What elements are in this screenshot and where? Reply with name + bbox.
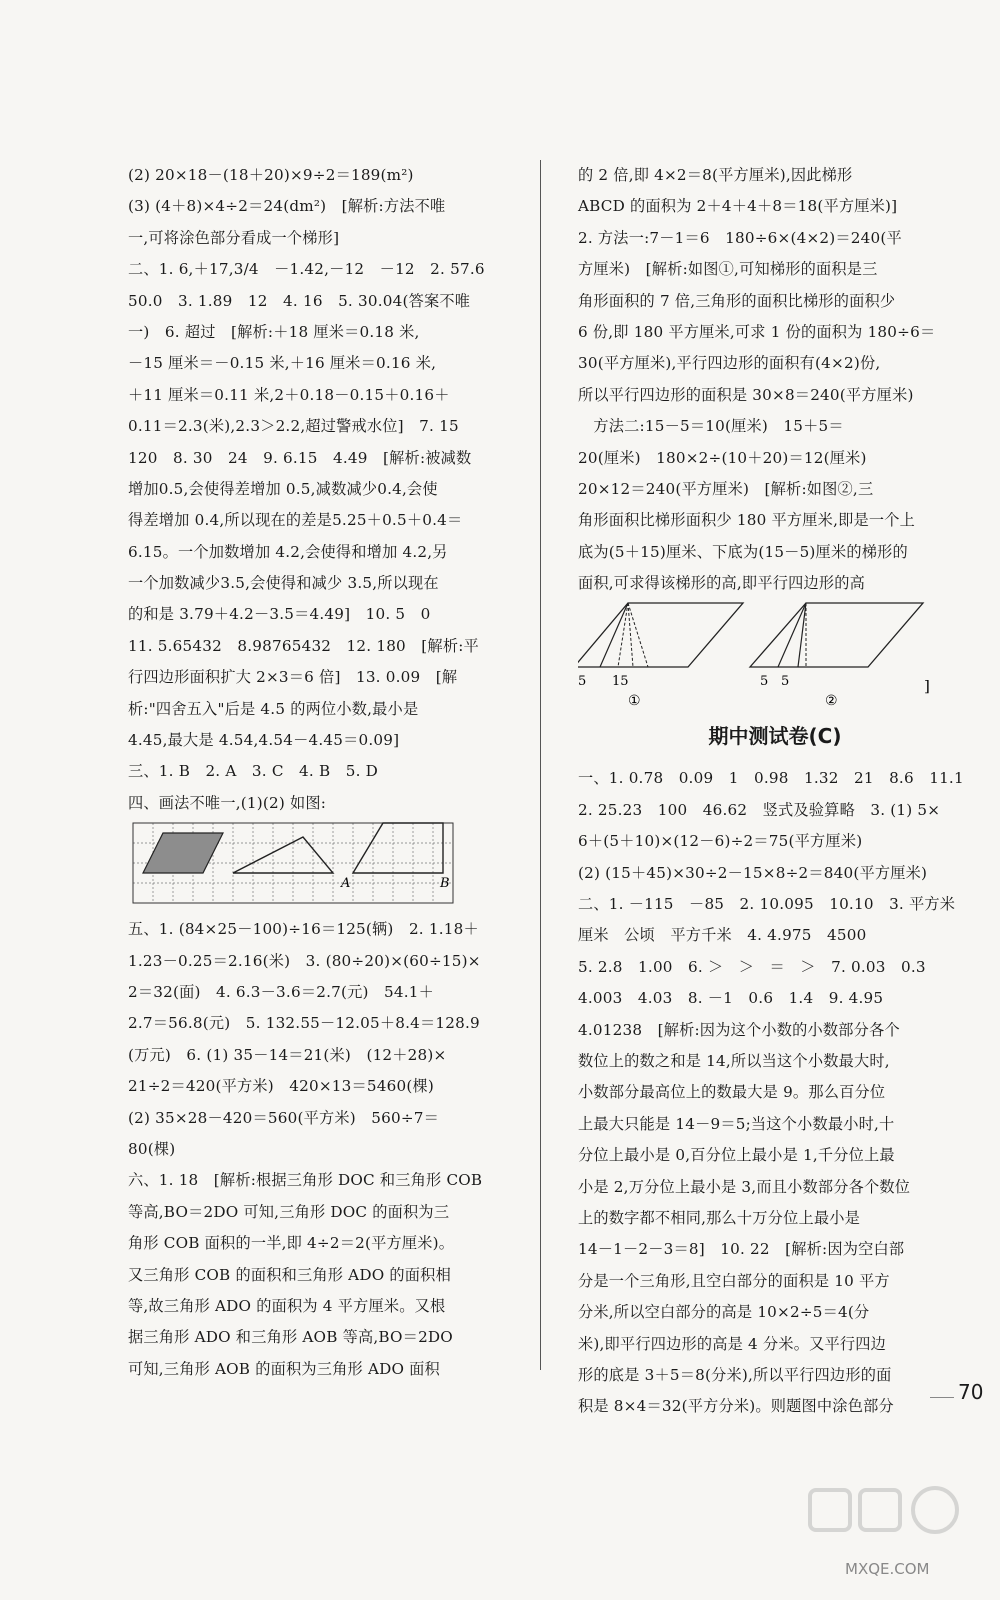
text-line: 0.11＝2.3(米),2.3＞2.2,超过警戒水位] 7. 15 [128,417,459,436]
right-column [578,160,972,1423]
text-line: 2. 25.23 100 46.62 竖式及验算略 3. (1) 5× [578,800,941,819]
text-line: 80(棵) [128,1139,176,1158]
text-line: 5. 2.8 1.00 6. ＞ ＞ ＝ ＞ 7. 0.03 0.3 [578,957,926,976]
text-line: 上的数字都不相同,那么十万分位上最小是 [578,1208,861,1227]
text-line: 析:"四舍五入"后是 4.5 的两位小数,最小是 [128,699,419,718]
page-number: 70 [958,1380,984,1404]
parallelogram-drawing [578,599,972,709]
point-b-label: B [440,876,450,892]
text-line: 方法二:15－5＝10(厘米) 15＋5＝ [578,417,844,436]
text-line: 一个加数减少3.5,会使得和减少 3.5,所以现在 [128,574,439,593]
text-line: (2) (15＋45)×30÷2－15×8÷2＝840(平方厘米) [578,863,928,882]
left-column [128,160,513,1385]
text-line: 二、1. 6,＋17,3/4 －1.42,－12 －12 2. 57.6 [128,260,485,279]
fig2-label-5a: 5 [760,674,769,690]
text-line: 角形 COB 面积的一半,即 4÷2＝2(平方厘米)。 [128,1234,455,1253]
text-line: (2) 20×18－(18＋20)×9÷2＝189(m²) [128,166,414,184]
text-line: 又三角形 COB 的面积和三角形 ADO 的面积相 [128,1265,451,1284]
parallelogram-figures [578,599,972,709]
fig2-label-5b: 5 [781,674,790,690]
text-line: 三、1. B 2. A 3. C 4. B 5. D [128,762,379,781]
text-line: 积是 8×4＝32(平方分米)。则题图中涂色部分 [578,1397,894,1416]
text-line: 所以平行四边形的面积是 30×8＝240(平方厘米) [578,385,914,404]
text-line: 四、画法不唯一,(1)(2) 如图: [128,793,327,812]
text-line: 4.003 4.03 8. －1 0.6 1.4 9. 4.95 [578,989,884,1008]
text-line: 一) 6. 超过 [解析:＋18 厘米＝0.18 米, [128,322,420,341]
watermark-text: MXQE.COM [845,1560,930,1578]
fig2-number: ② [825,693,838,710]
text-line: 小是 2,万分位上最小是 3,而且小数部分各个数位 [578,1177,911,1196]
text-line: 分位上最小是 0,百分位上最小是 1,千分位上最 [578,1146,895,1165]
watermark-icon [800,1480,980,1560]
grid-figure [128,819,513,914]
fig1-label-5: 5 [578,674,587,690]
text-line: 20(厘米) 180×2÷(10＋20)＝12(厘米) [578,448,867,467]
text-line: 增加0.5,会使得差增加 0.5,减数减少0.4,会使 [128,479,438,498]
text-line: 21÷2＝420(平方米) 420×13＝5460(棵) [128,1077,435,1096]
page-number-rule [930,1397,954,1398]
text-line: 底为(5＋15)厘米、下底为(15－5)厘米的梯形的 [578,542,908,561]
text-line: 1.23－0.25＝2.16(米) 3. (80÷20)×(60÷15)× [128,951,481,970]
text-line: 角形面积的 7 倍,三角形的面积比梯形的面积少 [578,291,896,310]
text-line: 二、1. －115 －85 2. 10.095 10.10 3. 平方米 [578,895,956,914]
text-line: 6＋(5＋10)×(12－6)÷2＝75(平方厘米) [578,832,863,851]
point-a-label: A [341,876,351,892]
text-line: 方厘米) [解析:如图①,可知梯形的面积是三 [578,260,878,279]
text-line: 的 2 倍,即 4×2＝8(平方厘米),因此梯形 [578,166,853,184]
text-line: 数位上的数之和是 14,所以当这个小数最大时, [578,1051,890,1070]
text-line: 6.15。一个加数增加 4.2,会使得和增加 4.2,另 [128,542,448,561]
text-line: 可知,三角形 AOB 的面积为三角形 ADO 面积 [128,1359,440,1378]
text-line: 等,故三角形 ADO 的面积为 4 平方厘米。又根 [128,1296,446,1315]
text-line: 20×12＝240(平方厘米) [解析:如图②,三 [578,479,874,498]
text-line: 等高,BO＝2DO 可知,三角形 DOC 的面积为三 [128,1202,450,1221]
text-line: 4.01238 [解析:因为这个小数的小数部分各个 [578,1020,900,1039]
text-line: 面积,可求得该梯形的高,即平行四边形的高 [578,574,866,593]
fig1-number: ① [628,693,641,710]
text-line: 分是一个三角形,且空白部分的面积是 10 平方 [578,1271,890,1290]
text-line: 120 8. 30 24 9. 6.15 4.49 [解析:被减数 [128,448,472,467]
grid-drawing [128,819,458,909]
closing-bracket: ] [924,677,930,696]
column-divider [540,160,541,1370]
text-line: ABCD 的面积为 2＋4＋4＋8＝18(平方厘米)] [578,197,898,216]
text-line: 一、1. 0.78 0.09 1 0.98 1.32 21 8.6 11.1 [578,769,964,788]
text-line: －15 厘米＝－0.15 米,＋16 厘米＝0.16 米, [128,354,437,373]
text-line: 五、1. (84×25－100)÷16＝125(辆) 2. 1.18＋ [128,920,479,939]
text-line: 11. 5.65432 8.98765432 12. 180 [解析:平 [128,636,479,655]
text-line: 的和是 3.79＋4.2－3.5＝4.49] 10. 5 0 [128,605,431,624]
text-line: (3) (4＋8)×4÷2＝24(dm²) [解析:方法不唯 [128,197,446,216]
text-line: 一,可将涂色部分看成一个梯形] [128,228,340,247]
text-line: 14－1－2－3＝8] 10. 22 [解析:因为空白部 [578,1240,905,1259]
text-line: 行四边形面积扩大 2×3＝6 倍] 13. 0.09 [解 [128,668,458,687]
text-line: 4.45,最大是 4.54,4.54－4.45＝0.09] [128,731,400,750]
text-line: 30(平方厘米),平行四边形的面积有(4×2)份, [578,354,881,373]
text-line: 厘米 公顷 平方千米 4. 4.975 4500 [578,926,867,945]
text-line: 小数部分最高位上的数最大是 9。那么百分位 [578,1083,886,1102]
text-line: 据三角形 ADO 和三角形 AOB 等高,BO＝2DO [128,1328,453,1347]
text-line: (2) 35×28－420＝560(平方米) 560÷7＝ [128,1108,440,1127]
text-line: 6 份,即 180 平方厘米,可求 1 份的面积为 180÷6＝ [578,322,936,341]
text-line: ＋11 厘米＝0.11 米,2＋0.18－0.15＋0.16＋ [128,385,450,404]
text-line: 得差增加 0.4,所以现在的差是5.25＋0.5＋0.4＝ [128,511,463,530]
section-title: 期中测试卷(C) [708,724,842,749]
text-line: 2. 方法一:7－1＝6 180÷6×(4×2)＝240(平 [578,228,902,247]
fig1-label-15: 15 [612,674,629,690]
text-line: 2＝32(面) 4. 6.3－3.6＝2.7(元) 54.1＋ [128,982,434,1001]
text-line: 米),即平行四边形的高是 4 分米。又平行四边 [578,1334,887,1353]
text-line: 分米,所以空白部分的高是 10×2÷5＝4(分 [578,1303,870,1322]
text-line: 角形面积比梯形面积少 180 平方厘米,即是一个上 [578,511,916,530]
text-line: 形的底是 3＋5＝8(分米),所以平行四边形的面 [578,1365,892,1384]
text-line: 六、1. 18 [解析:根据三角形 DOC 和三角形 COB [128,1171,483,1190]
text-line: (万元) 6. (1) 35－14＝21(米) (12＋28)× [128,1045,447,1064]
text-line: 50.0 3. 1.89 12 4. 16 5. 30.04(答案不唯 [128,291,471,310]
text-line: 2.7＝56.8(元) 5. 132.55－12.05＋8.4＝128.9 [128,1014,480,1033]
text-line: 上最大只能是 14－9＝5;当这个小数最小时,十 [578,1114,895,1133]
